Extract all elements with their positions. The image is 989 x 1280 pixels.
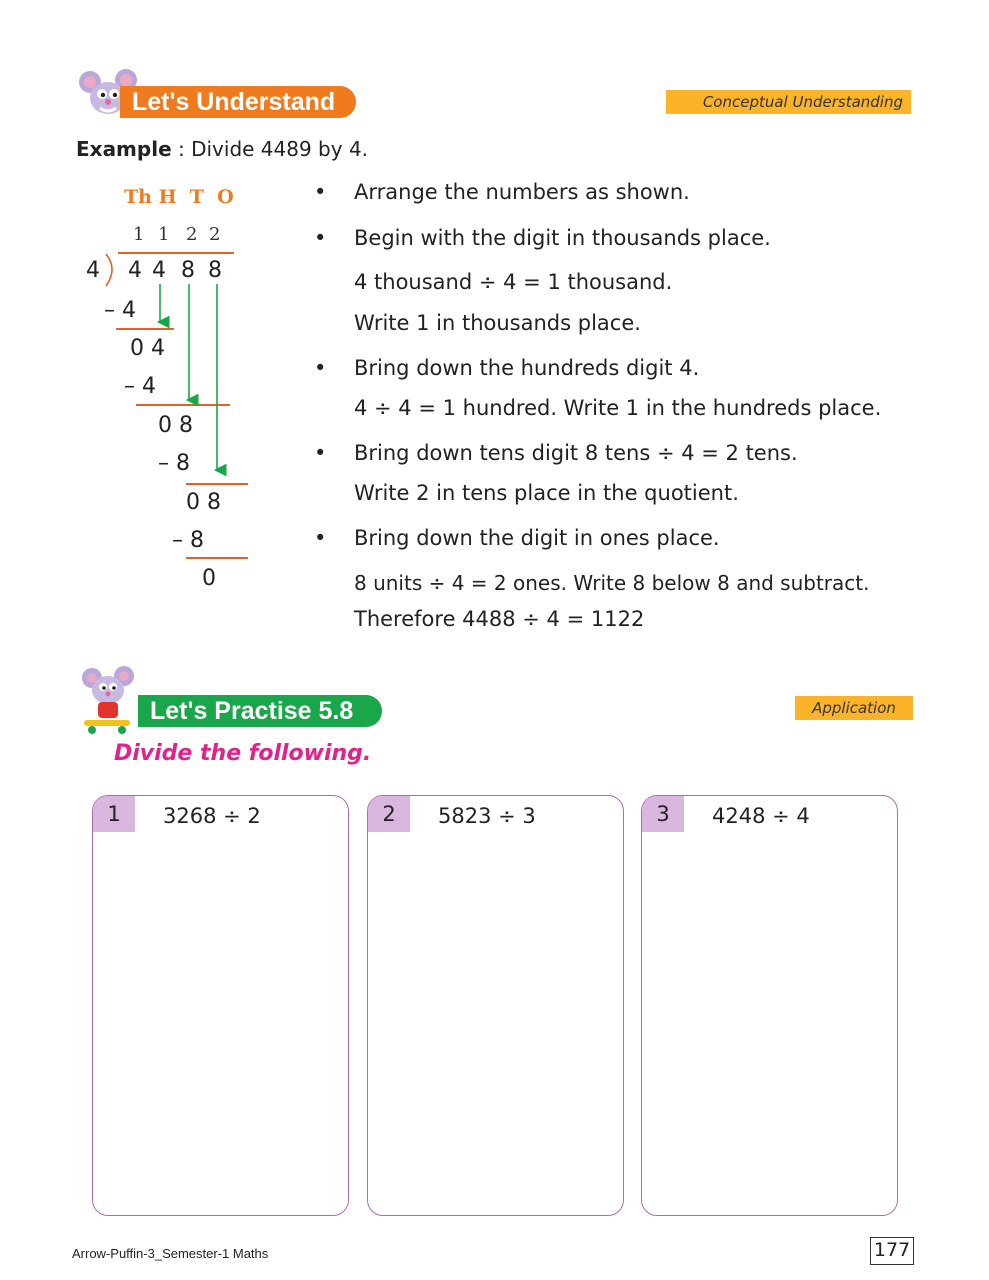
dividend-digit: 4 bbox=[152, 258, 166, 283]
subtract-step: – 4 bbox=[124, 374, 156, 399]
example-line bbox=[76, 137, 368, 161]
problem-expression: 5823 ÷ 3 bbox=[438, 804, 536, 828]
bring-down-arrows bbox=[150, 282, 230, 478]
problem-expression: 4248 ÷ 4 bbox=[712, 804, 810, 828]
dividend-digit: 8 bbox=[208, 258, 222, 283]
remainder-step: 0 8 bbox=[158, 413, 193, 438]
step-text: 4 thousand ÷ 4 = 1 thousand. bbox=[354, 270, 673, 294]
step-text: Write 1 in thousands place. bbox=[354, 311, 641, 335]
division-bracket bbox=[104, 252, 120, 288]
problem-number: 1 bbox=[93, 796, 135, 832]
lets-understand-banner bbox=[120, 86, 356, 118]
quotient-digit: 2 bbox=[186, 224, 198, 245]
bullet-icon: • bbox=[314, 356, 327, 380]
step-text: Bring down tens digit 8 tens ÷ 4 = 2 tens. bbox=[354, 441, 798, 465]
application-label: Application bbox=[812, 699, 896, 717]
problem-expression: 3268 ÷ 2 bbox=[163, 804, 261, 828]
bullet-icon: • bbox=[314, 226, 327, 250]
conceptual-understanding-tag bbox=[666, 90, 911, 114]
step-text: 4 ÷ 4 = 1 hundred. Write 1 in the hundreds place. bbox=[354, 396, 882, 420]
lets-practise-banner bbox=[138, 695, 382, 727]
application-tag bbox=[795, 696, 913, 720]
lets-practise-title: Let's Practise 5.8 bbox=[150, 697, 354, 725]
dividend-digit: 4 bbox=[128, 258, 142, 283]
problem-box-2[interactable] bbox=[367, 795, 624, 1216]
subtract-line bbox=[186, 483, 248, 485]
step-text: 8 units ÷ 4 = 2 ones. Write 8 below 8 and subtract. bbox=[354, 571, 870, 595]
quotient-digit: 1 bbox=[158, 224, 170, 245]
bullet-icon: • bbox=[314, 180, 327, 204]
subtract-step: – 8 bbox=[172, 528, 204, 553]
example-label: Example bbox=[76, 137, 172, 161]
problem-number: 2 bbox=[368, 796, 410, 832]
problem-box-1[interactable] bbox=[92, 795, 349, 1216]
step-text: Begin with the digit in thousands place. bbox=[354, 226, 771, 250]
place-value-headers: Th H T O bbox=[124, 186, 234, 208]
remainder-step: 0 4 bbox=[130, 336, 165, 361]
divisor: 4 bbox=[86, 258, 100, 283]
practise-instruction: Divide the following. bbox=[114, 741, 372, 766]
step-text: Bring down the digit in ones place. bbox=[354, 526, 720, 550]
subtract-step: – 4 bbox=[104, 298, 136, 323]
problem-box-3[interactable] bbox=[641, 795, 898, 1216]
subtract-line bbox=[186, 557, 248, 559]
remainder-step: 0 8 bbox=[186, 490, 221, 515]
example-text: : Divide 4489 by 4. bbox=[178, 137, 369, 161]
conceptual-understanding-label: Conceptual Understanding bbox=[702, 93, 903, 111]
footer-book-title: Arrow-Puffin-3_Semester-1 Maths bbox=[72, 1246, 269, 1261]
final-remainder: 0 bbox=[202, 566, 216, 591]
step-text: Arrange the numbers as shown. bbox=[354, 180, 690, 204]
subtract-step: – 8 bbox=[158, 451, 190, 476]
page-number: 177 bbox=[870, 1237, 914, 1265]
step-text: Therefore 4488 ÷ 4 = 1122 bbox=[354, 607, 645, 631]
problem-number: 3 bbox=[642, 796, 684, 832]
bullet-icon: • bbox=[314, 526, 327, 550]
dividend-digit: 8 bbox=[181, 258, 195, 283]
step-text: Bring down the hundreds digit 4. bbox=[354, 356, 700, 380]
quotient-line bbox=[118, 252, 234, 254]
step-text: Write 2 in tens place in the quotient. bbox=[354, 481, 739, 505]
lets-understand-title: Let's Understand bbox=[132, 88, 336, 116]
quotient-digit: 1 bbox=[133, 224, 145, 245]
quotient-digit: 2 bbox=[209, 224, 221, 245]
bullet-icon: • bbox=[314, 441, 327, 465]
